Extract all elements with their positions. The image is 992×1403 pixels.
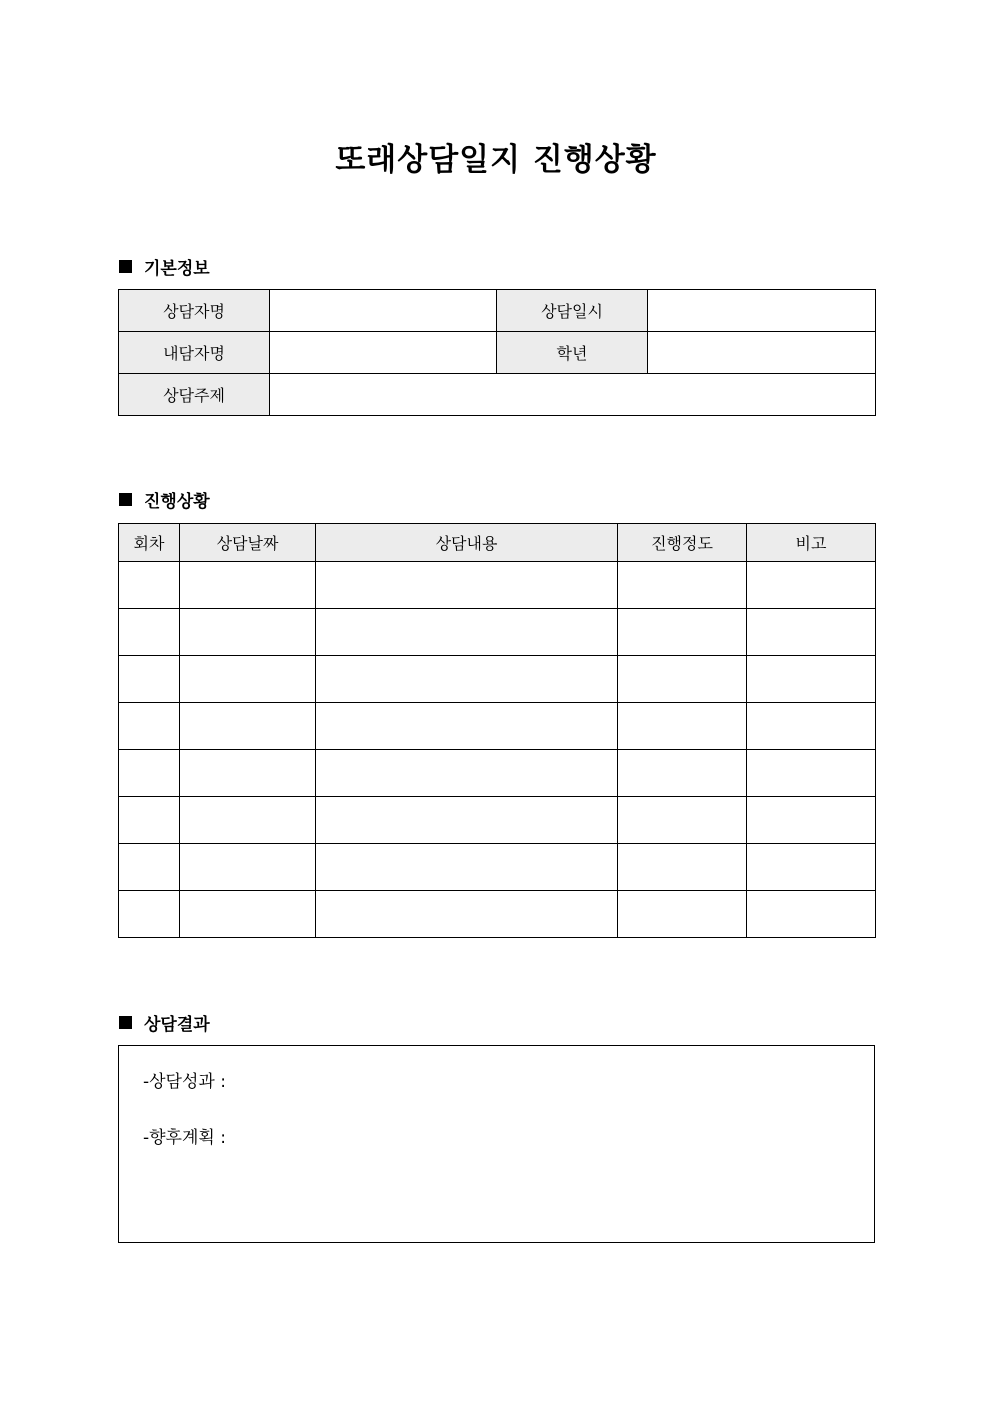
topic-field[interactable] <box>270 374 876 416</box>
table-row <box>119 891 876 938</box>
column-header-note: 비고 <box>747 524 876 562</box>
table-row <box>119 797 876 844</box>
table-cell[interactable] <box>180 703 316 750</box>
table-cell[interactable] <box>618 891 747 938</box>
section-heading-label: 진행상황 <box>144 492 210 512</box>
section-heading-basic-info <box>119 254 210 279</box>
counsel-datetime-label: 상담일시 <box>497 290 648 332</box>
basic-info-table <box>118 289 876 416</box>
table-cell[interactable] <box>618 703 747 750</box>
progress-table <box>118 523 876 938</box>
counselor-name-field[interactable] <box>270 290 497 332</box>
counsel-datetime-field[interactable] <box>648 290 876 332</box>
progress-header-row <box>119 524 876 562</box>
table-cell[interactable] <box>747 703 876 750</box>
table-cell[interactable] <box>316 562 618 609</box>
table-row <box>119 750 876 797</box>
grade-label: 학년 <box>497 332 648 374</box>
table-cell[interactable] <box>316 703 618 750</box>
table-row <box>119 844 876 891</box>
table-cell[interactable] <box>618 609 747 656</box>
outcome-label: -상담성과 : <box>143 1072 226 1092</box>
plan-label: -향후계획 : <box>143 1128 226 1148</box>
table-row <box>119 656 876 703</box>
column-header-date: 상담날짜 <box>180 524 316 562</box>
counselor-name-label: 상담자명 <box>119 290 270 332</box>
table-cell[interactable] <box>119 797 180 844</box>
square-bullet-icon <box>119 1016 132 1029</box>
progress-table-body <box>119 562 876 938</box>
table-row <box>119 609 876 656</box>
table-cell[interactable] <box>316 609 618 656</box>
square-bullet-icon <box>119 493 132 506</box>
table-cell[interactable] <box>119 750 180 797</box>
grade-field[interactable] <box>648 332 876 374</box>
table-cell[interactable] <box>119 891 180 938</box>
table-cell[interactable] <box>119 703 180 750</box>
topic-label: 상담주제 <box>119 374 270 416</box>
table-row <box>119 703 876 750</box>
table-cell[interactable] <box>119 609 180 656</box>
table-cell[interactable] <box>180 844 316 891</box>
table-cell[interactable] <box>747 656 876 703</box>
table-cell[interactable] <box>618 797 747 844</box>
table-cell[interactable] <box>747 750 876 797</box>
result-box[interactable] <box>118 1045 875 1243</box>
table-cell[interactable] <box>316 844 618 891</box>
table-row <box>119 562 876 609</box>
table-cell[interactable] <box>119 562 180 609</box>
table-cell[interactable] <box>747 797 876 844</box>
table-cell[interactable] <box>316 797 618 844</box>
table-cell[interactable] <box>618 750 747 797</box>
table-cell[interactable] <box>180 562 316 609</box>
table-cell[interactable] <box>747 891 876 938</box>
section-heading-progress <box>119 487 210 512</box>
client-name-label: 내담자명 <box>119 332 270 374</box>
table-cell[interactable] <box>180 609 316 656</box>
client-name-field[interactable] <box>270 332 497 374</box>
square-bullet-icon <box>119 260 132 273</box>
column-header-progress: 진행정도 <box>618 524 747 562</box>
table-cell[interactable] <box>618 562 747 609</box>
table-cell[interactable] <box>747 609 876 656</box>
table-cell[interactable] <box>316 750 618 797</box>
table-cell[interactable] <box>180 891 316 938</box>
column-header-content: 상담내용 <box>316 524 618 562</box>
table-cell[interactable] <box>316 656 618 703</box>
table-cell[interactable] <box>119 656 180 703</box>
table-cell[interactable] <box>747 562 876 609</box>
section-heading-label: 기본정보 <box>144 259 210 279</box>
page-title: 또래상담일지 진행상황 <box>335 142 657 178</box>
table-cell[interactable] <box>618 844 747 891</box>
table-cell[interactable] <box>180 656 316 703</box>
column-header-session: 회차 <box>119 524 180 562</box>
section-heading-label: 상담결과 <box>144 1015 210 1035</box>
table-cell[interactable] <box>618 656 747 703</box>
table-cell[interactable] <box>180 797 316 844</box>
table-cell[interactable] <box>316 891 618 938</box>
section-heading-result <box>119 1010 210 1035</box>
table-cell[interactable] <box>180 750 316 797</box>
table-cell[interactable] <box>747 844 876 891</box>
table-cell[interactable] <box>119 844 180 891</box>
